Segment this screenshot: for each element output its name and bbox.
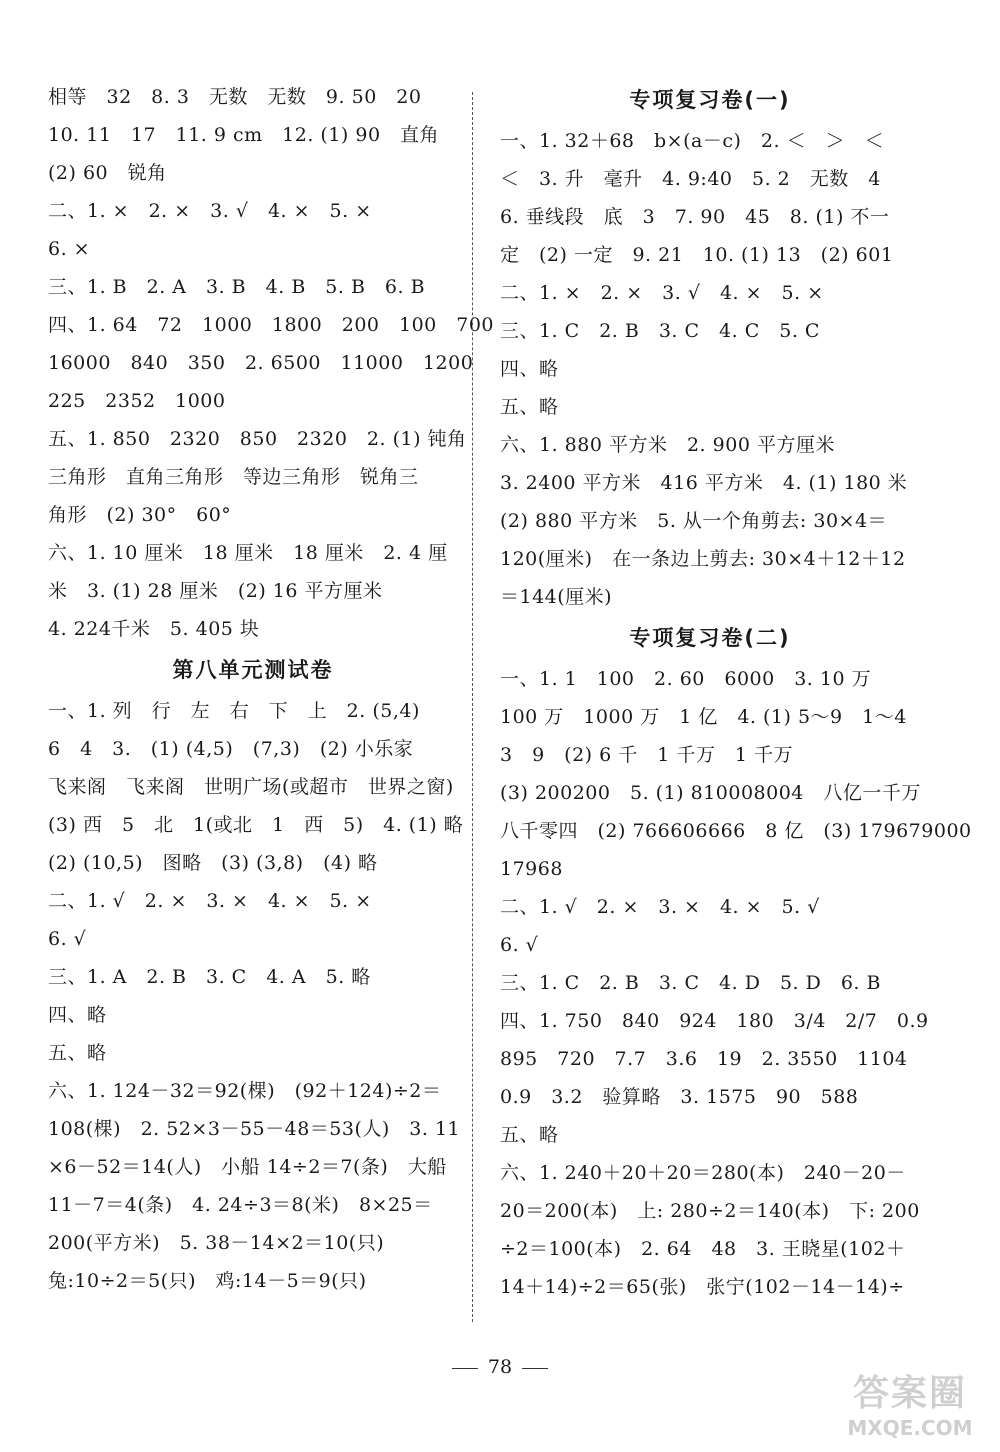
answer-line: 14＋14)÷2＝65(张) 张宁(102－14－14)÷ [500, 1276, 905, 1298]
answer-line: 八千零四 (2) 766606666 8 亿 (3) 179679000 [500, 820, 972, 842]
answer-line: 225 2352 1000 [48, 390, 226, 412]
answer-line: 二、1. × 2. × 3. √ 4. × 5. × [500, 282, 824, 304]
answer-line: 6. √ [48, 928, 87, 950]
answer-line: (3) 200200 5. (1) 810008004 八亿一千万 [500, 782, 921, 804]
answer-line: 五、1. 850 2320 850 2320 2. (1) 钝角 [48, 428, 467, 450]
footer-dash-right [522, 1368, 548, 1369]
answer-line: ＜ 3. 升 毫升 4. 9:40 5. 2 无数 4 [500, 168, 881, 190]
answer-line: 四、略 [500, 358, 559, 380]
answer-line: 四、略 [48, 1004, 107, 1026]
answer-line: 100 万 1000 万 1 亿 4. (1) 5～9 1～4 [500, 706, 907, 728]
answer-line: 角形 (2) 30° 60° [48, 504, 232, 526]
answer-line: 6 4 3. (1) (4,5) (7,3) (2) 小乐家 [48, 738, 414, 760]
answer-line: 16000 840 350 2. 6500 11000 1200 [48, 352, 474, 374]
answer-line: 二、1. √ 2. × 3. × 4. × 5. × [48, 890, 372, 912]
left-answers-part-1 [48, 78, 495, 648]
answer-line: 米 3. (1) 28 厘米 (2) 16 平方厘米 [48, 580, 383, 602]
right-answers-part-2 [500, 660, 972, 1306]
watermark-logo [835, 1372, 985, 1444]
answer-line: 108(棵) 2. 52×3－55－48＝53(人) 3. 11 [48, 1118, 461, 1140]
section-title-unit-8: 第八单元测试卷 [172, 658, 334, 682]
answer-line: (3) 西 5 北 1(或北 1 西 5) 4. (1) 略 [48, 814, 464, 836]
answer-line: 五、略 [500, 1124, 559, 1146]
answer-line: 三、1. C 2. B 3. C 4. C 5. C [500, 320, 820, 342]
answer-line: 6. √ [500, 934, 539, 956]
answer-line: 四、1. 750 840 924 180 3/4 2/7 0.9 [500, 1010, 929, 1032]
answer-line: (2) 880 平方米 5. 从一个角剪去: 30×4＝ [500, 510, 888, 532]
answer-line: 3 9 (2) 6 千 1 千万 1 千万 [500, 744, 794, 766]
column-divider [472, 92, 473, 1322]
answer-line: (2) 60 锐角 [48, 162, 167, 184]
watermark-logo-text: 答案圈 [852, 1373, 967, 1414]
answer-line: 五、略 [48, 1042, 107, 1064]
answer-line: 兔:10÷2＝5(只) 鸡:14－5＝9(只) [48, 1270, 367, 1292]
answer-line: 一、1. 1 100 2. 60 6000 3. 10 万 [500, 668, 872, 690]
answer-line: 五、略 [500, 396, 559, 418]
watermark-url: MXQE.COM [847, 1416, 973, 1440]
answer-line: 四、1. 64 72 1000 1800 200 100 700 [48, 314, 495, 336]
answer-line: 11－7＝4(条) 4. 24÷3＝8(米) 8×25＝ [48, 1194, 433, 1216]
answer-line: ×6－52＝14(人) 小船 14÷2＝7(条) 大船 [48, 1156, 447, 1178]
answer-line: 二、1. √ 2. × 3. × 4. × 5. √ [500, 896, 820, 918]
answer-line: 20＝200(本) 上: 280÷2＝140(本) 下: 200 [500, 1200, 920, 1222]
answer-line: 一、1. 32＋68 b×(a－c) 2. ＜ ＞ ＜ [500, 130, 885, 152]
answer-line: 定 (2) 一定 9. 21 10. (1) 13 (2) 601 [500, 244, 894, 266]
answer-line: (2) (10,5) 图略 (3) (3,8) (4) 略 [48, 852, 378, 874]
right-column [500, 78, 972, 1306]
answer-line: ＝144(厘米) [500, 586, 613, 608]
answer-line: 一、1. 列 行 左 右 下 上 2. (5,4) [48, 700, 420, 722]
answer-line: 飞来阁 飞来阁 世明广场(或超市 世界之窗) [48, 776, 454, 798]
answer-line: 895 720 7.7 3.6 19 2. 3550 1104 [500, 1048, 908, 1070]
left-answers-part-2 [48, 692, 464, 1300]
page-number: 78 [487, 1356, 513, 1378]
answer-line: ÷2＝100(本) 2. 64 48 3. 王晓星(102＋ [500, 1238, 906, 1260]
right-answers-part-1 [500, 122, 920, 616]
answer-line: 相等 32 8. 3 无数 无数 9. 50 20 [48, 86, 422, 108]
answer-line: 120(厘米) 在一条边上剪去: 30×4＋12＋12 [500, 548, 906, 570]
answer-line: 6. 垂线段 底 3 7. 90 45 8. (1) 不一 [500, 206, 890, 228]
answer-line: 10. 11 17 11. 9 cm 12. (1) 90 直角 [48, 124, 440, 146]
answer-line: 三角形 直角三角形 等边三角形 锐角三 [48, 466, 419, 488]
section-title-review-1: 专项复习卷(一) [629, 88, 791, 112]
section-title-review-2: 专项复习卷(二) [629, 626, 791, 650]
left-column [48, 78, 495, 1300]
answer-line: 6. × [48, 238, 91, 260]
answer-line: 三、1. C 2. B 3. C 4. D 5. D 6. B [500, 972, 881, 994]
answer-line: 三、1. B 2. A 3. B 4. B 5. B 6. B [48, 276, 426, 298]
answer-line: 4. 224千米 5. 405 块 [48, 618, 260, 640]
answer-line: 六、1. 10 厘米 18 厘米 18 厘米 2. 4 厘 [48, 542, 448, 564]
answer-line: 六、1. 240＋20＋20＝280(本) 240－20－ [500, 1162, 906, 1184]
answer-line: 二、1. × 2. × 3. √ 4. × 5. × [48, 200, 372, 222]
answer-line: 六、1. 124－32＝92(棵) (92＋124)÷2＝ [48, 1080, 442, 1102]
answer-line: 0.9 3.2 验算略 3. 1575 90 588 [500, 1086, 859, 1108]
answer-line: 三、1. A 2. B 3. C 4. A 5. 略 [48, 966, 371, 988]
answer-line: 六、1. 880 平方米 2. 900 平方厘米 [500, 434, 835, 456]
answer-line: 3. 2400 平方米 416 平方米 4. (1) 180 米 [500, 472, 908, 494]
answer-line: 17968 [500, 858, 563, 880]
footer-dash-left [452, 1368, 478, 1369]
answer-line: 200(平方米) 5. 38－14×2＝10(只) [48, 1232, 385, 1254]
